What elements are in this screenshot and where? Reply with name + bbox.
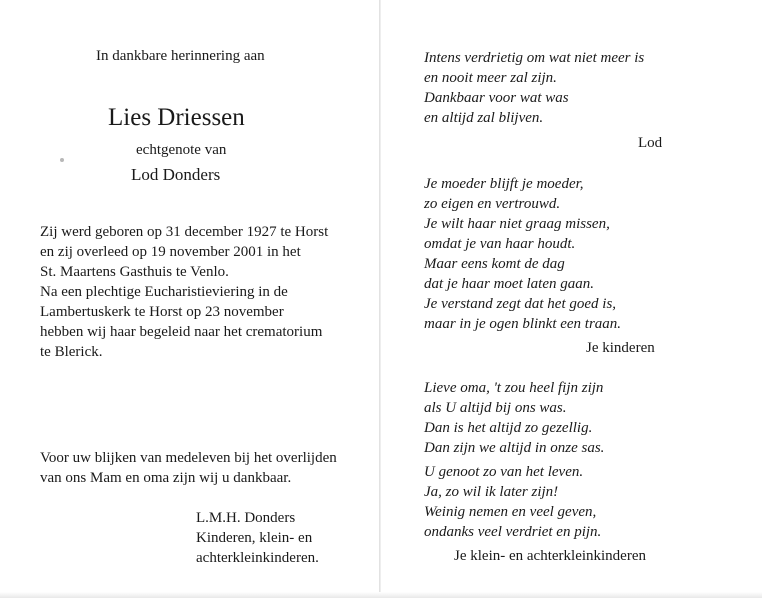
poem3-line: ondanks veel verdriet en pijn. <box>424 524 602 540</box>
poem3-author: Je klein- en achterkleinkinderen <box>454 548 646 564</box>
spouse-name: Lod Donders <box>131 165 221 184</box>
poem3-line: Ja, zo wil ik later zijn! <box>424 484 559 500</box>
bio-line: St. Maartens Gasthuis te Venlo. <box>40 264 229 280</box>
poem1-line: Dankbaar voor wat was <box>424 90 569 106</box>
poem2-line: Je wilt haar niet graag missen, <box>424 216 610 232</box>
poem3-line: Weinig nemen en veel geven, <box>424 504 597 520</box>
bio-line: te Blerick. <box>40 344 103 360</box>
thanks-line: van ons Mam en oma zijn wij u dankbaar. <box>40 470 292 486</box>
deceased-name: Lies Driessen <box>108 104 245 131</box>
poem2-line: dat je haar moet laten gaan. <box>424 276 594 292</box>
poem1-line: Intens verdrietig om wat niet meer is <box>424 50 645 66</box>
poem2-line: zo eigen en vertrouwd. <box>424 196 561 212</box>
card-fold <box>379 0 381 598</box>
poem2-line: Maar eens komt de dag <box>424 256 565 272</box>
paper-speck <box>60 158 64 162</box>
poem2-author: Je kinderen <box>586 340 655 356</box>
bio-line: en zij overleed op 19 november 2001 in het <box>40 244 301 260</box>
poem2-line: maar in je ogen blinkt een traan. <box>424 316 622 332</box>
poem3-line: U genoot zo van het leven. <box>424 464 584 480</box>
bio-line: Na een plechtige Eucharistieviering in de <box>40 284 288 300</box>
poem1-line: en altijd zal blijven. <box>424 110 544 126</box>
poem2-line: omdat je van haar houdt. <box>424 236 576 252</box>
thanks-line: Voor uw blijken van medeleven bij het overlijden <box>40 450 337 466</box>
bio-line: hebben wij haar begeleid naar het crematorium <box>40 324 323 340</box>
poem3-line: Dan zijn we altijd in onze sas. <box>424 440 605 456</box>
card-edge <box>0 592 762 598</box>
spouse-label: echtgenote van <box>136 142 227 158</box>
poem2-line: Je moeder blijft je moeder, <box>424 176 584 192</box>
poem1-line: en nooit meer zal zijn. <box>424 70 557 86</box>
signature-line: Kinderen, klein- en <box>196 530 313 546</box>
poem3-line: als U altijd bij ons was. <box>424 400 567 416</box>
poem3-line: Dan is het altijd zo gezellig. <box>424 420 593 436</box>
poem2-line: Je verstand zegt dat het goed is, <box>424 296 617 312</box>
signature-line: L.M.H. Donders <box>196 510 296 526</box>
bio-line: Zij werd geboren op 31 december 1927 te Horst <box>40 224 329 240</box>
bio-line: Lambertuskerk te Horst op 23 november <box>40 304 284 320</box>
poem3-line: Lieve oma, 't zou heel fijn zijn <box>424 380 604 396</box>
intro-text: In dankbare herinnering aan <box>96 48 265 64</box>
poem1-author: Lod <box>638 135 663 151</box>
signature-line: achterkleinkinderen. <box>196 550 319 566</box>
